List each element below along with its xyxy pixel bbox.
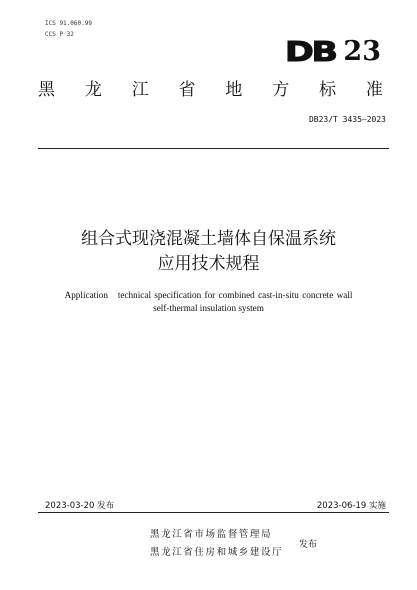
issue-date: 2023-03-20 发布	[45, 501, 115, 511]
issuing-authorities	[150, 526, 283, 562]
standard-kind-char: 黑	[38, 80, 55, 100]
db23-logo	[284, 35, 381, 68]
chinese-title-line-2: 应用技术规程	[157, 254, 260, 274]
standard-kind-char: 地	[225, 80, 243, 100]
implementation-date: 2023-06-19 实施	[316, 501, 386, 511]
standard-kind-char: 准	[365, 80, 383, 100]
standard-kind-char: 龙	[84, 80, 102, 100]
issue-word: 发布	[299, 540, 318, 550]
standard-kind	[38, 80, 383, 100]
bottom-divider	[38, 512, 389, 513]
logo-number: 23	[343, 36, 381, 67]
standard-kind-char: 省	[178, 80, 196, 100]
ics-code: ICS 91.060.99	[45, 20, 92, 27]
issuer-housing-construction: 黑龙江省住房和城乡建设厅	[150, 547, 284, 558]
ccs-code: CCS P 32	[45, 31, 74, 38]
english-title-line-2: self-thermal insulation system	[153, 303, 264, 313]
logo-letters: DB	[284, 35, 336, 68]
standard-kind-char: 方	[272, 80, 290, 100]
standard-kind-char: 江	[131, 80, 149, 100]
standard-number: DB23/T 3435—2023	[308, 115, 386, 124]
issuer-market-regulation: 黑龙江省市场监督管理局	[150, 529, 273, 540]
top-divider	[38, 148, 389, 149]
standard-kind-char: 标	[319, 80, 337, 100]
english-title-line-1: Application technical specification for combined cast-in-situ concrete wall	[64, 290, 353, 300]
chinese-title-line-1: 组合式现浇混凝土墙体自保温系统	[81, 229, 336, 249]
